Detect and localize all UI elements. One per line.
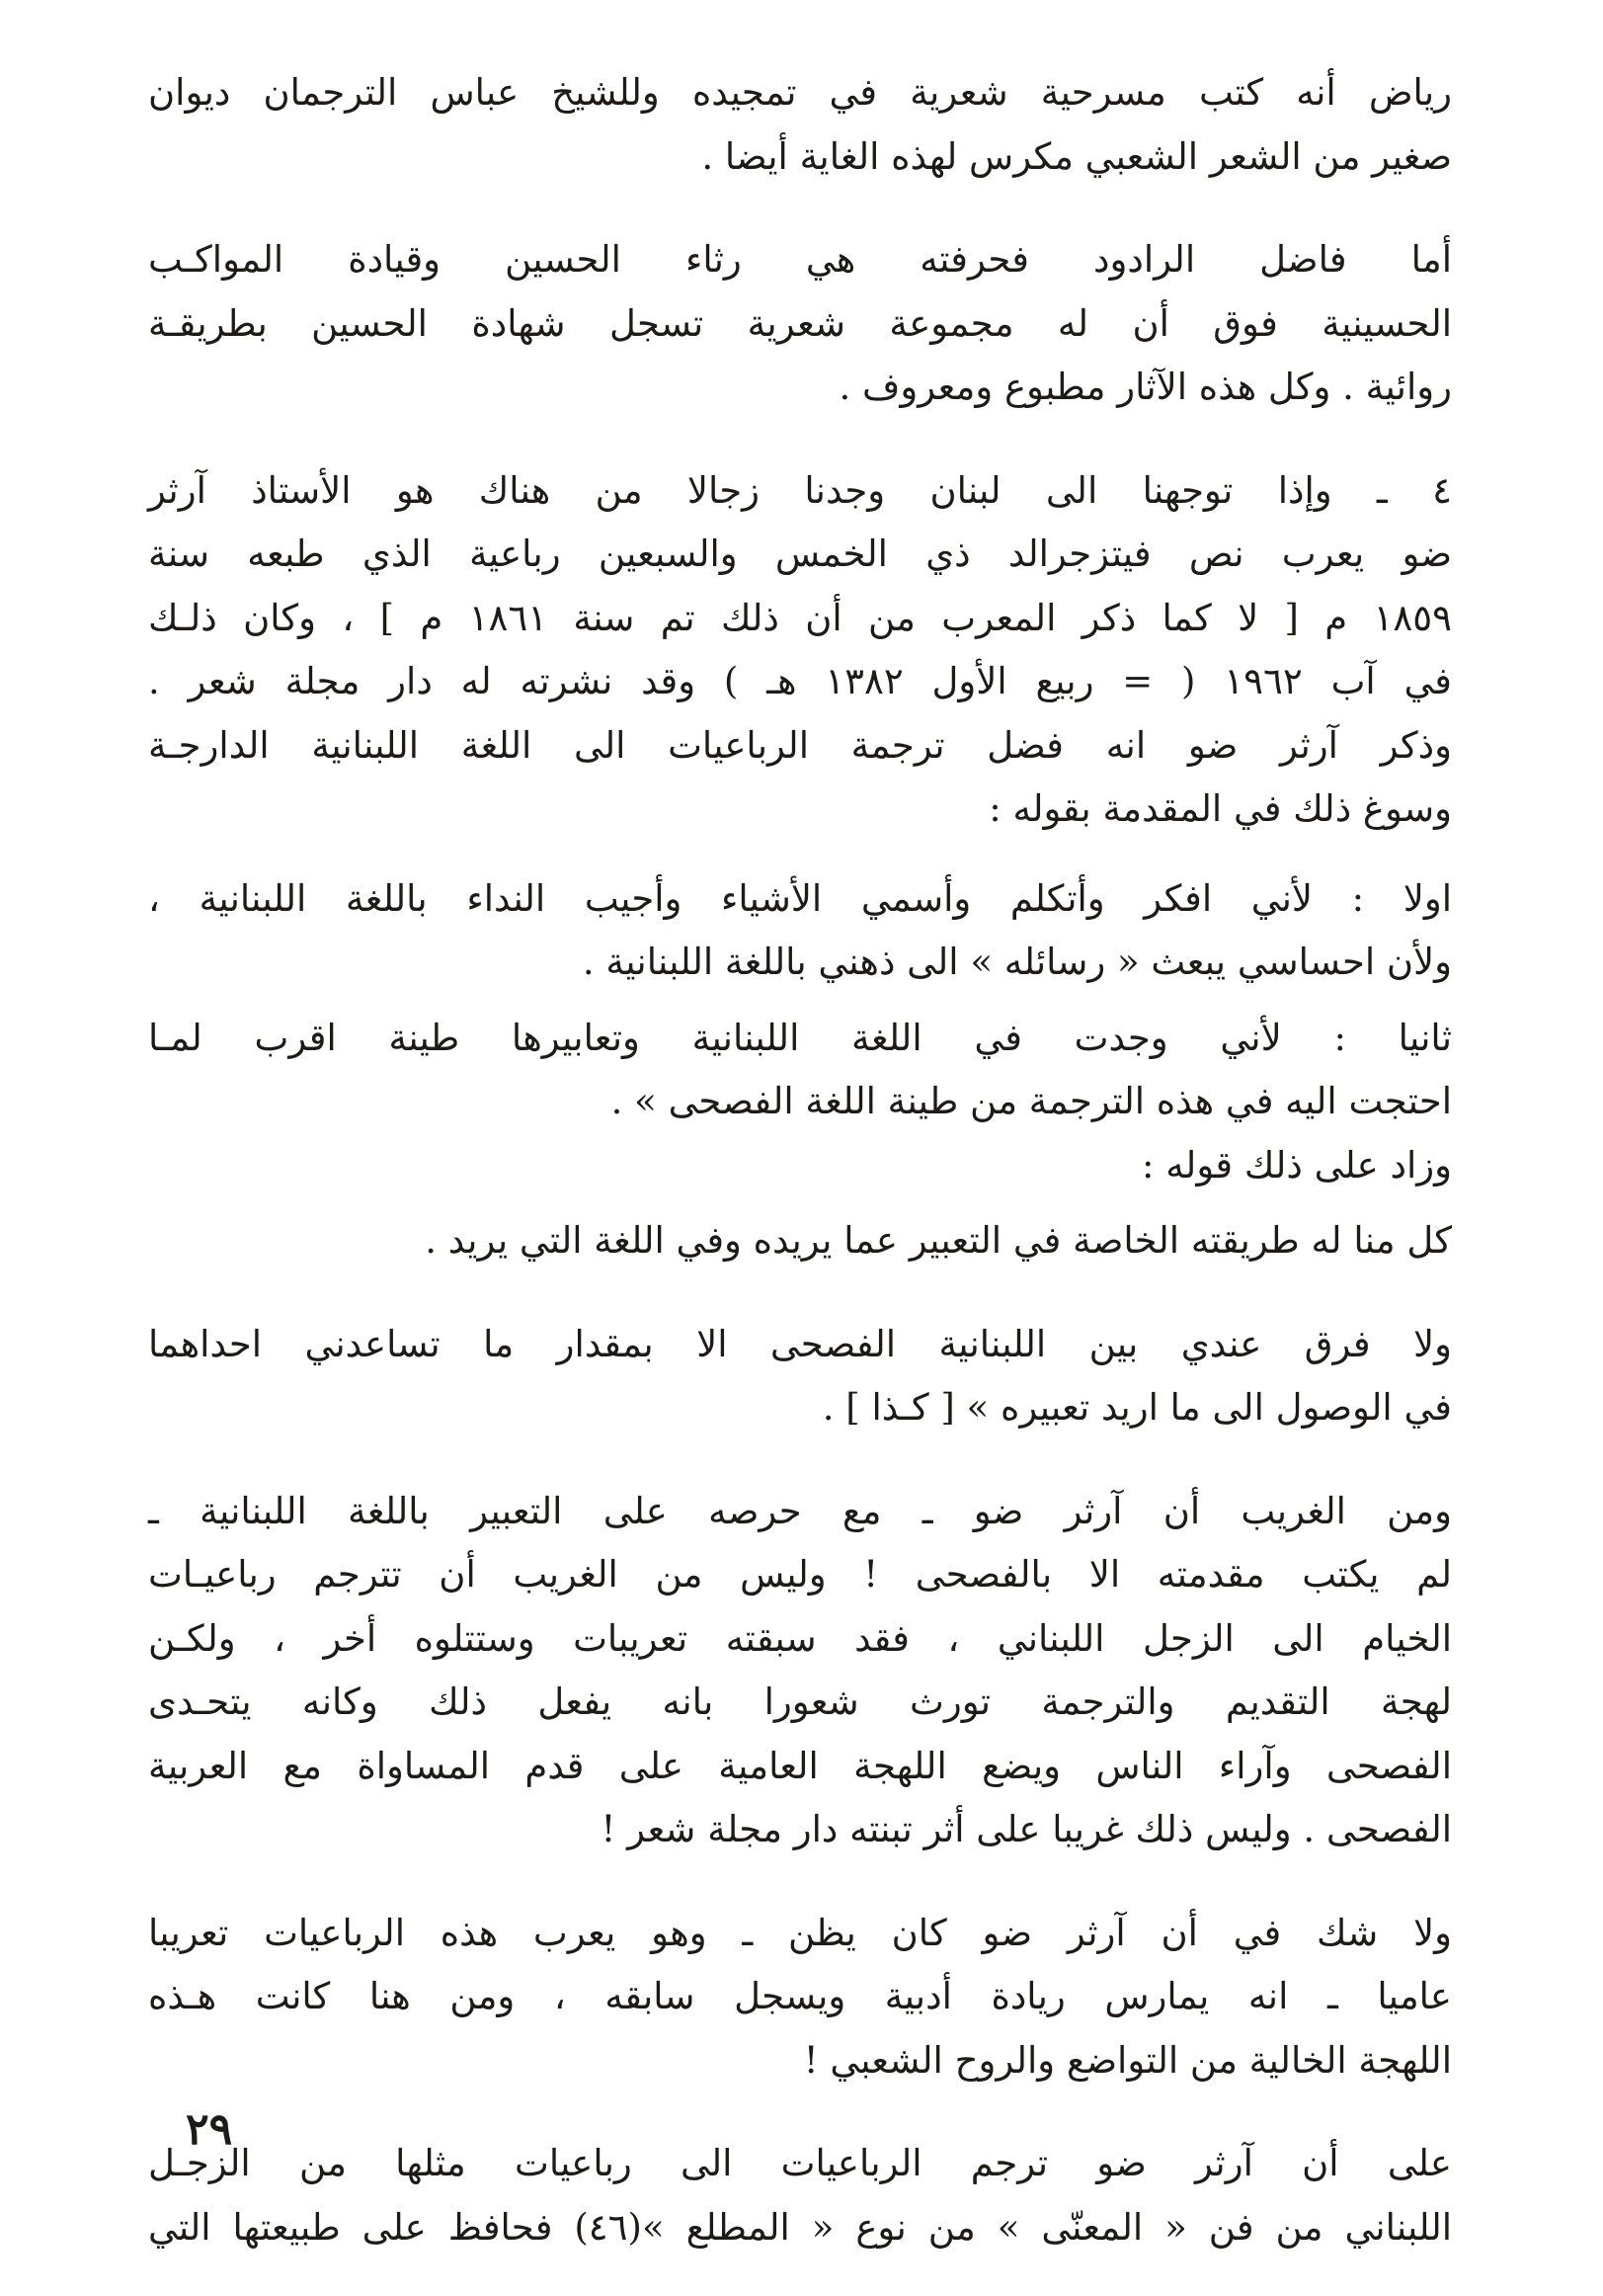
text-line: روائية . وكل هذه الآثار مطبوع ومعروف .: [839, 366, 1452, 408]
text-line: الفصحى وآراء الناس ويضع اللهجة العامية على قدم المساواة مع العربية: [148, 1744, 1452, 1787]
text-line: ٤ ـ وإذا توجهنا الى لبنان وجدنا زجالا من هناك هو الأستاذ آرثر: [148, 468, 1452, 512]
text-line: عاميا ـ انه يمارس ريادة أدبية ويسجل سابقه ، ومن هنا كانت هـذه: [148, 1975, 1452, 2017]
text-line: وذكر آرثر ضو انه فضل ترجمة الرباعيات الى اللغة اللبنانية الدارجـة: [148, 723, 1452, 767]
text-line: وسوغ ذلك في المقدمة بقوله :: [989, 787, 1452, 830]
body-text: [148, 61, 1452, 2259]
text-line: ثانيا : لأني وجدت في اللغة اللبنانية وتعابيرها طينة اقرب لمـا: [148, 1016, 1452, 1059]
text-line: احتجت اليه في هذه الترجمة من طينة اللغة الفصحى » .: [610, 1080, 1452, 1122]
paragraph-4: [148, 1480, 1452, 1862]
text-line: لهجة التقديم والترجمة تورث شعورا بانه يفعل ذلك وكانه يتحـدى: [148, 1681, 1452, 1723]
text-line: على أن آرثر ضو ترجم الرباعيات الى رباعيات مثلها من الزجـل: [148, 2142, 1452, 2184]
text-line: الفصحى . وليس ذلك غريبا على أثر تبنته دار مجلة شعر !: [601, 1808, 1452, 1850]
text-line: صغير من الشعر الشعبي مكرس لهذه الغاية أيضا .: [701, 134, 1452, 178]
text-line: اللبناني من فن « المعنّى » من نوع « المطلع »(٤٦) فحافظ على طبيعتها التي: [148, 2205, 1453, 2249]
text-line: كل منا له طريقته الخاصة في التعبير عما يريده وفي اللغة التي يريد .: [425, 1219, 1452, 1262]
text-line: أما فاضل الرادود فحرفته هي رثاء الحسين وقيادة المواكـب: [148, 238, 1452, 281]
text-line: الخيام الى الزجل اللبناني ، فقد سبقته تعريبات وستتلوه أخر ، ولكـن: [148, 1616, 1452, 1660]
text-line: الحسينية فوق أن له مجموعة شعرية تسجل شهادة الحسين بطريقـة: [148, 301, 1452, 345]
text-line: ١٨٥٩ م [ لا كما ذكر المعرب من أن ذلك تم سنة ١٨٦١ م ] ، وكان ذلـك: [148, 596, 1452, 639]
quote-paragraph-1: [148, 867, 1452, 995]
text-line: ولا فرق عندي بين اللبنانية الفصحى الا بمقدار ما تساعدني احداهما: [148, 1322, 1452, 1365]
quote-paragraph-3: [148, 1209, 1452, 1273]
text-line: اللهجة الخالية من التواضع والروح الشعبي !: [803, 2038, 1452, 2082]
text-line: لم يكتب مقدمته الا بالفصحى ! وليس من الغريب أن تترجم رباعيـات: [148, 1553, 1452, 1596]
text-line: ومن الغريب أن آرثر ضو ـ مع حرصه على التعبير باللغة اللبنانية ـ: [148, 1489, 1452, 1532]
paragraph-3: [148, 459, 1452, 842]
text-line: وزاد على ذلك قوله :: [1141, 1143, 1452, 1187]
text-line: في آب ١٩٦٢ ( = ربيع الأول ١٣٨٢ هـ ) وقد نشرته له دار مجلة شعر .: [148, 660, 1452, 702]
paragraph-1: [148, 61, 1452, 189]
paragraph-2: [148, 228, 1452, 420]
text-line: ولأن احساسي يبعث « رسائله » الى ذهني باللغة اللبنانية .: [582, 941, 1452, 983]
text-line: اولا : لأني افكر وأتكلم وأسمي الأشياء وأجيب النداء باللغة اللبنانية ،: [148, 876, 1452, 920]
paragraph-6: [148, 2132, 1452, 2259]
page-number: ٢٩: [186, 2104, 233, 2155]
paragraph-5: [148, 1902, 1452, 2093]
text-line: في الوصول الى ما اريد تعبيره » [ كـذا ] .: [822, 1386, 1452, 1429]
text-line: ضو يعرب نص فيتزجرالد ذي الخمس والسبعين رباعية الذي طبعه سنة: [148, 533, 1452, 575]
text-line: رياض أنه كتب مسرحية شعرية في تمجيده وللشيخ عباس الترجمان ديوان: [148, 71, 1452, 114]
text-line: ولا شك في أن آرثر ضو كان يظن ـ وهو يعرب هذه الرباعيات تعريبا: [148, 1911, 1452, 1954]
paragraph-addition: [148, 1134, 1452, 1198]
quote-paragraph-2: [148, 1007, 1452, 1134]
quote-paragraph-4: [148, 1313, 1452, 1440]
